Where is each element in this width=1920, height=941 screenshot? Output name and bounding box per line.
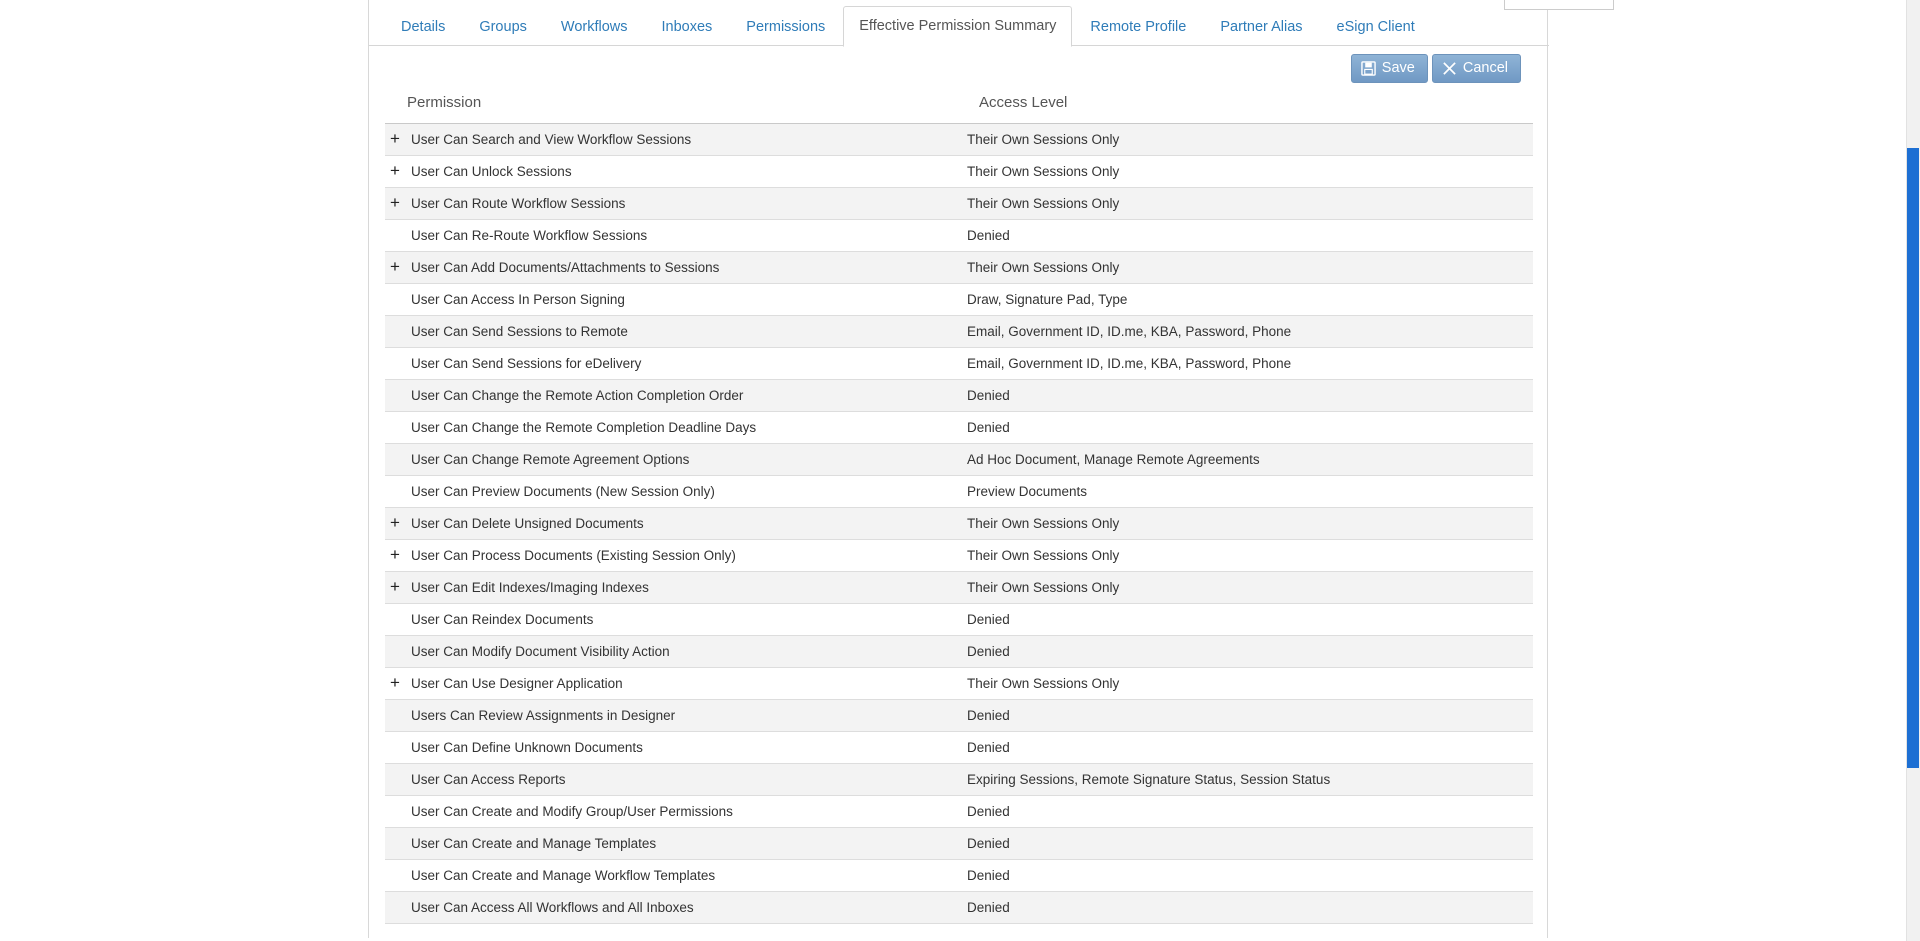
action-bar: [1351, 54, 1521, 83]
table-row: [385, 124, 1533, 156]
permission-label: User Can Add Documents/Attachments to Sessions: [411, 259, 720, 275]
access-level-cell: [967, 252, 1533, 284]
page-scrollbar[interactable]: [1906, 0, 1920, 941]
table-row: [385, 572, 1533, 604]
permission-cell: [385, 636, 967, 668]
access-level-cell: [967, 668, 1533, 700]
table-row: [385, 412, 1533, 444]
access-level-cell: [967, 636, 1533, 668]
permission-cell: [385, 316, 967, 348]
access-level-value: Denied: [967, 835, 1010, 851]
table-row: [385, 604, 1533, 636]
table-row: [385, 252, 1533, 284]
permission-cell: [385, 444, 967, 476]
permission-cell: [385, 860, 967, 892]
tab-permissions[interactable]: Permissions: [746, 19, 826, 35]
permission-label: User Can Unlock Sessions: [411, 163, 572, 179]
permission-cell: [385, 668, 967, 700]
x-icon: [1442, 61, 1457, 76]
permission-label: User Can Delete Unsigned Documents: [411, 515, 644, 531]
access-level-value: Denied: [967, 739, 1010, 755]
access-level-cell: [967, 508, 1533, 540]
access-level-value: Their Own Sessions Only: [967, 579, 1120, 595]
tab-effective-permission-summary[interactable]: Effective Permission Summary: [843, 6, 1072, 47]
permission-cell: [385, 156, 967, 188]
permission-label: User Can Search and View Workflow Sessions: [411, 131, 692, 147]
table-head: [385, 92, 1533, 124]
access-level-cell: [967, 156, 1533, 188]
access-level-value: Their Own Sessions Only: [967, 547, 1120, 563]
access-level-value: Their Own Sessions Only: [967, 131, 1120, 147]
access-level-value: Email, Government ID, ID.me, KBA, Password, Phone: [967, 323, 1292, 339]
table-row: [385, 220, 1533, 252]
access-level-cell: [967, 604, 1533, 636]
access-level-cell: [967, 732, 1533, 764]
access-level-cell: [967, 828, 1533, 860]
table-row: [385, 796, 1533, 828]
expand-row-icon[interactable]: +: [390, 545, 400, 565]
permission-cell: [385, 700, 967, 732]
access-level-value: Their Own Sessions Only: [967, 675, 1120, 691]
tab-bar: [369, 0, 1549, 46]
access-level-value: Their Own Sessions Only: [967, 259, 1120, 275]
effective-permission-table-wrapper: [385, 92, 1533, 924]
permission-label: User Can Process Documents (Existing Session Only): [411, 547, 736, 563]
access-level-value: Their Own Sessions Only: [967, 515, 1120, 531]
permission-cell: [385, 796, 967, 828]
permission-label: User Can Send Sessions to Remote: [411, 323, 628, 339]
table-row: [385, 156, 1533, 188]
permission-cell: [385, 476, 967, 508]
access-level-value: Denied: [967, 611, 1010, 627]
tab-esign-client[interactable]: eSign Client: [1336, 19, 1415, 35]
table-row: [385, 860, 1533, 892]
expand-row-icon[interactable]: +: [390, 193, 400, 213]
table-header-row: [385, 92, 1533, 124]
access-level-cell: [967, 220, 1533, 252]
table-row: [385, 732, 1533, 764]
permission-cell: [385, 252, 967, 284]
permission-cell: [385, 572, 967, 604]
column-header-permission: Permission: [385, 92, 967, 124]
content-panel: [368, 0, 1548, 938]
effective-permission-table: [385, 92, 1533, 924]
access-level-value: Ad Hoc Document, Manage Remote Agreements: [967, 451, 1260, 467]
table-row: [385, 284, 1533, 316]
permission-label: User Can Edit Indexes/Imaging Indexes: [411, 579, 649, 595]
access-level-cell: [967, 124, 1533, 156]
table-row: [385, 380, 1533, 412]
access-level-cell: [967, 444, 1533, 476]
permission-cell: [385, 732, 967, 764]
permission-label: User Can Change Remote Agreement Options: [411, 451, 690, 467]
access-level-cell: [967, 476, 1533, 508]
expand-row-icon[interactable]: +: [390, 673, 400, 693]
permission-label: User Can Change the Remote Completion Deadline Days: [411, 419, 757, 435]
permission-cell: [385, 828, 967, 860]
access-level-value: Denied: [967, 643, 1010, 659]
access-level-value: Draw, Signature Pad, Type: [967, 291, 1128, 307]
access-level-value: Denied: [967, 803, 1010, 819]
access-level-value: Their Own Sessions Only: [967, 163, 1120, 179]
table-row: [385, 540, 1533, 572]
permission-cell: [385, 188, 967, 220]
access-level-cell: [967, 700, 1533, 732]
access-level-cell: [967, 284, 1533, 316]
permission-label: Users Can Review Assignments in Designer: [411, 707, 676, 723]
tab-remote-profile[interactable]: Remote Profile: [1090, 19, 1187, 35]
permission-cell: [385, 284, 967, 316]
access-level-value: Denied: [967, 867, 1010, 883]
permission-cell: [385, 412, 967, 444]
cancel-button-label: Cancel: [1462, 60, 1508, 76]
column-header-access-level: Access Level: [967, 92, 1533, 124]
permission-label: User Can Access Reports: [411, 771, 566, 787]
access-level-cell: [967, 796, 1533, 828]
permission-label: User Can Create and Manage Workflow Templates: [411, 867, 716, 883]
table-row: [385, 700, 1533, 732]
permission-label: User Can Use Designer Application: [411, 675, 623, 691]
table-row: [385, 828, 1533, 860]
access-level-cell: [967, 316, 1533, 348]
table-row: [385, 636, 1533, 668]
permission-label: User Can Re-Route Workflow Sessions: [411, 227, 648, 243]
permission-label: User Can Reindex Documents: [411, 611, 594, 627]
table-row: [385, 348, 1533, 380]
permission-label: User Can Route Workflow Sessions: [411, 195, 626, 211]
access-level-cell: [967, 892, 1533, 924]
expand-row-icon[interactable]: +: [390, 129, 400, 149]
tab-inboxes[interactable]: Inboxes: [661, 19, 713, 35]
table-body: [385, 124, 1533, 924]
tab-details[interactable]: Details: [401, 19, 446, 35]
permission-label: User Can Send Sessions for eDelivery: [411, 355, 642, 371]
access-level-cell: [967, 380, 1533, 412]
save-button[interactable]: [1351, 54, 1428, 83]
access-level-cell: [967, 348, 1533, 380]
access-level-value: Denied: [967, 707, 1010, 723]
access-level-cell: [967, 860, 1533, 892]
permission-cell: [385, 892, 967, 924]
access-level-value: Their Own Sessions Only: [967, 195, 1120, 211]
permission-label: User Can Preview Documents (New Session Only): [411, 483, 715, 499]
permission-cell: [385, 508, 967, 540]
table-row: [385, 668, 1533, 700]
access-level-cell: [967, 540, 1533, 572]
permission-cell: [385, 604, 967, 636]
expand-row-icon[interactable]: +: [390, 577, 400, 597]
permission-label: User Can Create and Manage Templates: [411, 835, 657, 851]
floppy-disk-icon: [1361, 61, 1376, 76]
cancel-button[interactable]: [1432, 54, 1521, 83]
permission-cell: [385, 764, 967, 796]
access-level-value: Denied: [967, 899, 1010, 915]
table-row: [385, 476, 1533, 508]
access-level-cell: [967, 412, 1533, 444]
permission-cell: [385, 380, 967, 412]
save-button-label: Save: [1381, 60, 1415, 76]
table-row: [385, 316, 1533, 348]
table-row: [385, 764, 1533, 796]
permission-cell: [385, 540, 967, 572]
tab-workflows[interactable]: Workflows: [560, 19, 628, 35]
permission-label: User Can Access In Person Signing: [411, 291, 625, 307]
table-row: [385, 892, 1533, 924]
permission-label: User Can Change the Remote Action Completion Order: [411, 387, 744, 403]
tab-groups[interactable]: Groups: [479, 19, 527, 35]
tab-list: [385, 2, 1433, 46]
permission-cell: [385, 124, 967, 156]
access-level-cell: [967, 764, 1533, 796]
access-level-value: Denied: [967, 227, 1010, 243]
access-level-cell: [967, 572, 1533, 604]
permission-label: User Can Modify Document Visibility Action: [411, 643, 670, 659]
permission-cell: [385, 220, 967, 252]
access-level-cell: [967, 188, 1533, 220]
expand-row-icon[interactable]: +: [390, 161, 400, 181]
permission-label: User Can Access All Workflows and All Inboxes: [411, 899, 694, 915]
permission-cell: [385, 348, 967, 380]
table-row: [385, 508, 1533, 540]
expand-row-icon[interactable]: +: [390, 513, 400, 533]
table-row: [385, 444, 1533, 476]
table-row: [385, 188, 1533, 220]
permission-label: User Can Define Unknown Documents: [411, 739, 643, 755]
access-level-value: Expiring Sessions, Remote Signature Status, Session Status: [967, 771, 1331, 787]
tab-partner-alias[interactable]: Partner Alias: [1220, 19, 1303, 35]
access-level-value: Denied: [967, 387, 1010, 403]
access-level-value: Denied: [967, 419, 1010, 435]
page-scrollbar-thumb[interactable]: [1907, 148, 1919, 768]
permission-label: User Can Create and Modify Group/User Permissions: [411, 803, 733, 819]
access-level-value: Email, Government ID, ID.me, KBA, Password, Phone: [967, 355, 1292, 371]
expand-row-icon[interactable]: +: [390, 257, 400, 277]
access-level-value: Preview Documents: [967, 483, 1088, 499]
